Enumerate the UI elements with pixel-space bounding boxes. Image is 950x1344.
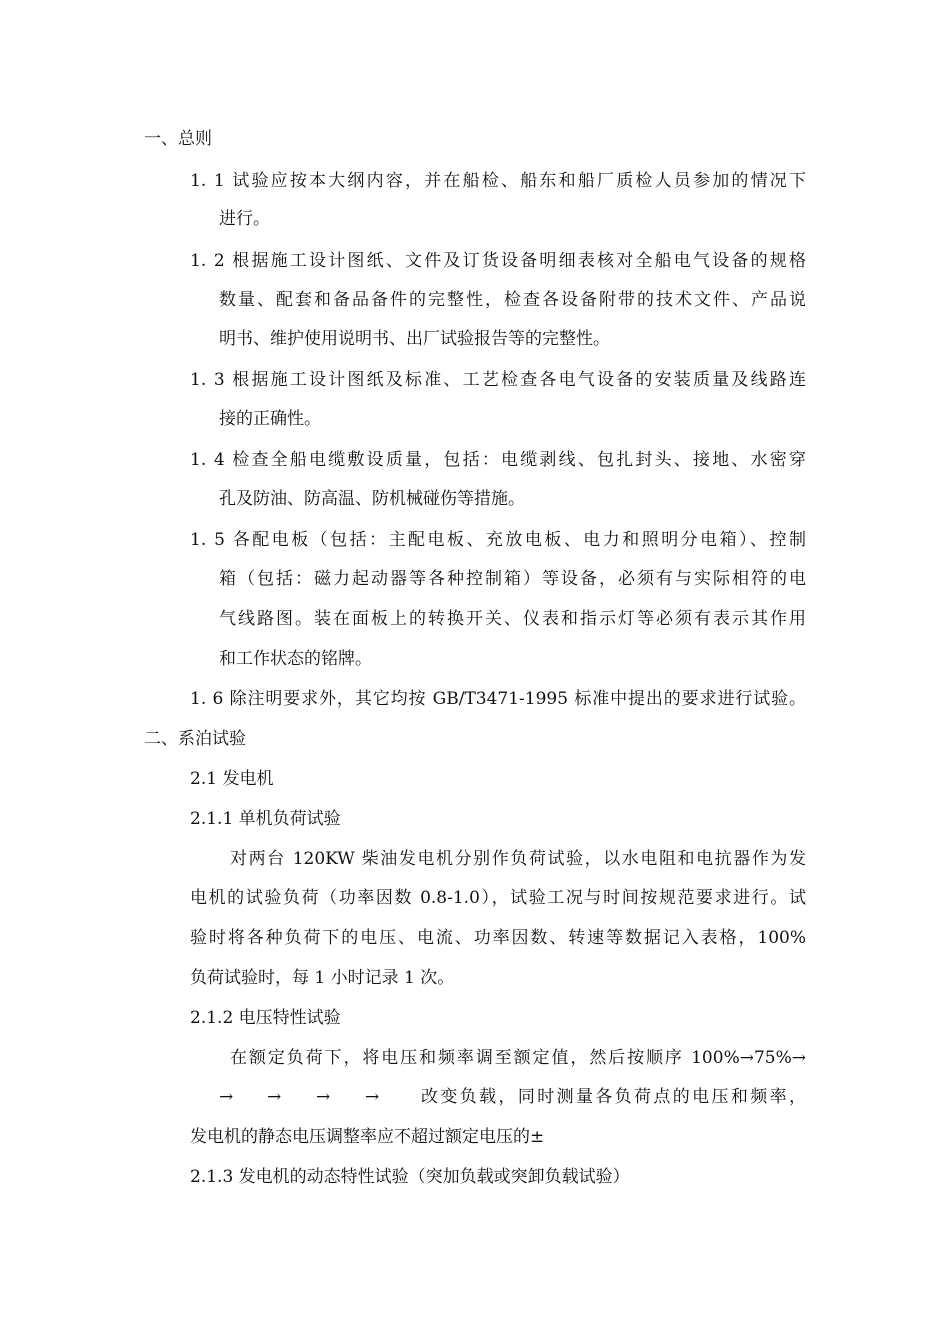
single-load-para-line-4: 负荷试验时，每 1 小时记录 1 次。: [190, 968, 455, 988]
item-1-4-line-1: 1. 4 检查全船电缆敷设质量，包括：电缆剥线、包扎封头、接地、水密穿: [190, 450, 806, 470]
single-load-para-line-2: 电机的试验负荷（功率因数 0.8-1.0），试验工况与时间按规范要求进行。试: [190, 888, 806, 908]
item-1-1-line-1: 1. 1 试验应按本大纲内容，并在船检、船东和船厂质检人员参加的情况下: [190, 171, 806, 191]
section-heading-mooring-test: 二、系泊试验: [144, 729, 246, 749]
item-1-6-line-1: 1. 6 除注明要求外，其它均按 GB/T3471-1995 标准中提出的要求进行试验。: [190, 689, 806, 709]
section-heading-general: 一、总则: [144, 129, 212, 149]
arrow-3: →: [316, 1087, 331, 1107]
subsection-generator: 2.1 发电机: [190, 769, 274, 789]
arrow-2: →: [267, 1087, 282, 1107]
item-1-5-line-1: 1. 5 各配电板（包括：主配电板、充放电板、电力和照明分电箱）、控制: [190, 530, 806, 550]
voltage-para-line-3: 发电机的静态电压调整率应不超过额定电压的±: [190, 1127, 545, 1147]
item-1-5-line-4: 和工作状态的铭牌。: [219, 649, 372, 669]
voltage-para-line-2: [0, 1086, 950, 1108]
item-1-2-line-2: 数量、配套和备品备件的完整性，检查各设备附带的技术文件、产品说: [219, 290, 806, 310]
arrow-4: →: [365, 1087, 380, 1107]
voltage-para-line-1: 在额定负荷下，将电压和频率调至额定值，然后按顺序 100%→75%→: [230, 1048, 806, 1068]
single-load-para-line-1: 对两台 120KW 柴油发电机分别作负荷试验，以水电阻和电抗器作为发: [230, 849, 806, 869]
subsection-dynamic-characteristic-test: 2.1.3 发电机的动态特性试验（突加负载或突卸负载试验）: [190, 1167, 630, 1187]
single-load-para-line-3: 验时将各种负荷下的电压、电流、功率因数、转速等数据记入表格，100%: [190, 928, 806, 948]
arrow-1: →: [219, 1087, 234, 1107]
item-1-2-line-3: 明书、维护使用说明书、出厂试验报告等的完整性。: [219, 329, 610, 349]
subsection-voltage-characteristic-test: 2.1.2 电压特性试验: [190, 1008, 341, 1028]
item-1-3-line-1: 1. 3 根据施工设计图纸及标准、工艺检查各电气设备的安装质量及线路连: [190, 370, 806, 390]
subsection-single-load-test: 2.1.1 单机负荷试验: [190, 809, 341, 829]
item-1-1-line-2: 进行。: [219, 209, 270, 229]
item-1-4-line-2: 孔及防油、防高温、防机械碰伤等措施。: [219, 489, 525, 509]
item-1-2-line-1: 1. 2 根据施工设计图纸、文件及订货设备明细表核对全船电气设备的规格: [190, 251, 806, 271]
item-1-5-line-2: 箱（包括：磁力起动器等各种控制箱）等设备，必须有与实际相符的电: [219, 569, 806, 589]
voltage-para-line-2-text: 改变负载，同时测量各负荷点的电压和频率，: [421, 1087, 806, 1107]
item-1-3-line-2: 接的正确性。: [219, 409, 321, 429]
item-1-5-line-3: 气线路图。装在面板上的转换开关、仪表和指示灯等必须有表示其作用: [219, 609, 806, 629]
